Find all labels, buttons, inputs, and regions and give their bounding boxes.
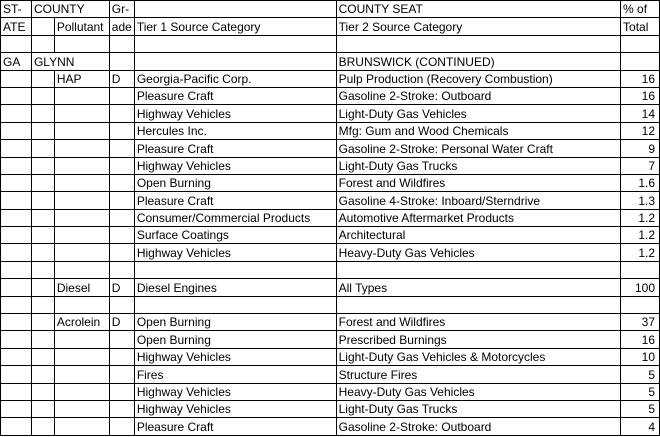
header-state: ST-	[1, 1, 32, 18]
county-cell	[31, 331, 54, 348]
pct-cell: 16	[621, 70, 660, 87]
tier2-cell: Light-Duty Gas Trucks	[336, 400, 620, 417]
county-cell	[31, 348, 54, 365]
county-cell	[31, 70, 54, 87]
tier2-cell: Gasoline 4-Stroke: Inboard/Sterndrive	[336, 192, 620, 209]
grade-cell	[109, 418, 134, 435]
tier1-cell: Diesel Engines	[134, 279, 336, 296]
tier1-cell: Highway Vehicles	[134, 383, 336, 400]
tier1-cell: Hercules Inc.	[134, 122, 336, 139]
tier1-cell: Pleasure Craft	[134, 418, 336, 435]
tier1-cell: Fires	[134, 366, 336, 383]
pct-cell: 5	[621, 366, 660, 383]
table-row	[1, 244, 660, 261]
header-total: Total	[621, 18, 660, 35]
empty-cell	[621, 261, 660, 278]
pollutant-cell	[54, 348, 109, 365]
empty-cell	[134, 53, 336, 70]
county-cell	[31, 227, 54, 244]
county-cell	[31, 87, 54, 104]
empty-cell	[621, 35, 660, 52]
grade-cell: D	[109, 279, 134, 296]
grade-cell	[109, 122, 134, 139]
state-cell	[1, 209, 32, 226]
state-cell	[1, 174, 32, 191]
state-cell	[1, 331, 32, 348]
pct-cell: 1.2	[621, 227, 660, 244]
empty-cell	[1, 35, 32, 52]
grade-cell	[109, 192, 134, 209]
empty-cell	[336, 261, 620, 278]
grade-cell: D	[109, 314, 134, 331]
grade-cell	[109, 209, 134, 226]
county-cell	[31, 157, 54, 174]
state-cell	[1, 227, 32, 244]
state-cell	[1, 383, 32, 400]
pollutant-cell	[54, 105, 109, 122]
tier1-cell: Highway Vehicles	[134, 157, 336, 174]
tier1-cell: Highway Vehicles	[134, 105, 336, 122]
table-row	[1, 70, 660, 87]
tier1-cell: Georgia-Pacific Corp.	[134, 70, 336, 87]
grade-cell	[109, 331, 134, 348]
tier2-cell: Gasoline 2-Stroke: Outboard	[336, 87, 620, 104]
pct-cell: 14	[621, 105, 660, 122]
empty-cell	[109, 35, 134, 52]
county-cell	[31, 174, 54, 191]
pollutant-cell	[54, 209, 109, 226]
tier1-cell: Pleasure Craft	[134, 140, 336, 157]
pct-cell: 1.2	[621, 244, 660, 261]
county-cell	[31, 105, 54, 122]
pollutant-cell	[54, 244, 109, 261]
empty-cell	[31, 35, 54, 52]
grade-cell	[109, 174, 134, 191]
pct-cell: 16	[621, 331, 660, 348]
spacer-row	[1, 296, 660, 313]
empty-cell	[336, 35, 620, 52]
header-pct: % of	[621, 1, 660, 18]
state-cell	[1, 279, 32, 296]
state-cell	[1, 157, 32, 174]
grade-cell	[109, 366, 134, 383]
county-cell	[31, 279, 54, 296]
header-tier2: Tier 2 Source Category	[336, 18, 620, 35]
table-row	[1, 348, 660, 365]
county-cell	[31, 244, 54, 261]
table-row	[1, 209, 660, 226]
pct-cell: 1.6	[621, 174, 660, 191]
tier1-cell: Surface Coatings	[134, 227, 336, 244]
tier2-cell: Mfg: Gum and Wood Chemicals	[336, 122, 620, 139]
pct-cell: 9	[621, 140, 660, 157]
tier2-cell: Architectural	[336, 227, 620, 244]
state-cell	[1, 244, 32, 261]
header-grade-2: ade	[109, 18, 134, 35]
pct-cell: 4	[621, 418, 660, 435]
pollutant-cell	[54, 418, 109, 435]
table-row	[1, 383, 660, 400]
header-county: COUNTY	[31, 1, 109, 18]
pct-cell: 5	[621, 400, 660, 417]
empty-cell	[54, 296, 109, 313]
header-row-1	[1, 1, 660, 18]
pct-cell: 1.2	[621, 209, 660, 226]
tier2-cell: Forest and Wildfires	[336, 314, 620, 331]
pct-cell: 12	[621, 122, 660, 139]
state-cell	[1, 348, 32, 365]
tier2-cell: Gasoline 2-Stroke: Personal Water Craft	[336, 140, 620, 157]
grade-cell	[109, 87, 134, 104]
county-cell	[31, 383, 54, 400]
county-cell	[31, 140, 54, 157]
tier1-cell: Consumer/Commercial Products	[134, 209, 336, 226]
county-cell	[31, 122, 54, 139]
grade-cell	[109, 400, 134, 417]
grade-cell	[109, 105, 134, 122]
table-row	[1, 366, 660, 383]
grade-cell	[109, 383, 134, 400]
state-cell	[1, 192, 32, 209]
header-county-2	[31, 18, 54, 35]
tier1-cell: Highway Vehicles	[134, 400, 336, 417]
empty-cell	[134, 35, 336, 52]
pct-cell: 5	[621, 383, 660, 400]
empty-cell	[109, 296, 134, 313]
pollutant-cell	[54, 192, 109, 209]
table-row	[1, 418, 660, 435]
empty-cell	[109, 53, 134, 70]
table-row	[1, 331, 660, 348]
empty-cell	[1, 261, 32, 278]
pollutant-cell	[54, 87, 109, 104]
pct-cell: 16	[621, 87, 660, 104]
grade-cell	[109, 227, 134, 244]
grade-cell: D	[109, 70, 134, 87]
state-cell	[1, 87, 32, 104]
table-row	[1, 87, 660, 104]
pollutant-cell	[54, 122, 109, 139]
pollutant-cell: Diesel	[54, 279, 109, 296]
pollutant-cell	[54, 157, 109, 174]
empty-cell	[1, 296, 32, 313]
table-row	[1, 227, 660, 244]
header-county-seat: COUNTY SEAT	[336, 1, 620, 18]
tier2-cell: Gasoline 2-Stroke: Outboard	[336, 418, 620, 435]
pct-cell: 7	[621, 157, 660, 174]
table-row	[1, 122, 660, 139]
pct-cell: 37	[621, 314, 660, 331]
tier1-cell: Pleasure Craft	[134, 87, 336, 104]
state-cell	[1, 400, 32, 417]
header-tier1: Tier 1 Source Category	[134, 18, 336, 35]
table-row	[1, 192, 660, 209]
tier1-cell: Highway Vehicles	[134, 348, 336, 365]
county-cell	[31, 366, 54, 383]
county-cell	[31, 418, 54, 435]
tier2-cell: Heavy-Duty Gas Vehicles	[336, 383, 620, 400]
state-cell	[1, 366, 32, 383]
state-cell	[1, 314, 32, 331]
county-cell	[31, 400, 54, 417]
table-body	[1, 1, 660, 436]
header-state-2: ATE	[1, 18, 32, 35]
table-row	[1, 279, 660, 296]
pollutant-cell	[54, 366, 109, 383]
table-row	[1, 140, 660, 157]
empty-cell	[31, 296, 54, 313]
empty-cell	[336, 296, 620, 313]
table-row	[1, 400, 660, 417]
table-row	[1, 314, 660, 331]
spacer-row	[1, 35, 660, 52]
county-seat-cell: BRUNSWICK (CONTINUED)	[336, 53, 620, 70]
county-cell	[31, 192, 54, 209]
tier2-cell: Forest and Wildfires	[336, 174, 620, 191]
tier2-cell: Structure Fires	[336, 366, 620, 383]
tier1-cell: Open Burning	[134, 174, 336, 191]
pollutant-cell	[54, 140, 109, 157]
pct-cell: 10	[621, 348, 660, 365]
empty-cell	[109, 261, 134, 278]
spacer-row	[1, 261, 660, 278]
header-blank	[134, 1, 336, 18]
county-cell: GLYNN	[31, 53, 109, 70]
state-cell	[1, 105, 32, 122]
tier2-cell: Pulp Production (Recovery Combustion)	[336, 70, 620, 87]
grade-cell	[109, 157, 134, 174]
tier2-cell: Light-Duty Gas Trucks	[336, 157, 620, 174]
county-cell	[31, 209, 54, 226]
state-cell	[1, 122, 32, 139]
tier2-cell: Light-Duty Gas Vehicles	[336, 105, 620, 122]
county-cell	[31, 314, 54, 331]
state-cell: GA	[1, 53, 32, 70]
pollutant-cell	[54, 331, 109, 348]
pct-cell: 1.3	[621, 192, 660, 209]
tier2-cell: Prescribed Burnings	[336, 331, 620, 348]
empty-cell	[621, 53, 660, 70]
header-row-2	[1, 18, 660, 35]
header-pollutant: Pollutant	[54, 18, 109, 35]
state-cell	[1, 70, 32, 87]
grade-cell	[109, 244, 134, 261]
empty-cell	[31, 261, 54, 278]
tier1-cell: Open Burning	[134, 314, 336, 331]
tier1-cell: Pleasure Craft	[134, 192, 336, 209]
tier2-cell: Heavy-Duty Gas Vehicles	[336, 244, 620, 261]
table-row	[1, 174, 660, 191]
pollutant-cell	[54, 174, 109, 191]
empty-cell	[54, 261, 109, 278]
tier2-cell: Automotive Aftermarket Products	[336, 209, 620, 226]
pollutant-cell	[54, 400, 109, 417]
empty-cell	[134, 261, 336, 278]
header-grade: Gr-	[109, 1, 134, 18]
county-row	[1, 53, 660, 70]
pct-cell: 100	[621, 279, 660, 296]
table-row	[1, 157, 660, 174]
tier2-cell: Light-Duty Gas Vehicles & Motorcycles	[336, 348, 620, 365]
state-cell	[1, 140, 32, 157]
table-row	[1, 105, 660, 122]
pollutant-cell	[54, 383, 109, 400]
grade-cell	[109, 348, 134, 365]
tier1-cell: Highway Vehicles	[134, 244, 336, 261]
empty-cell	[134, 296, 336, 313]
empty-cell	[621, 296, 660, 313]
pollutant-cell: HAP	[54, 70, 109, 87]
pollutant-cell: Acrolein	[54, 314, 109, 331]
tier2-cell: All Types	[336, 279, 620, 296]
pollutant-cell	[54, 227, 109, 244]
state-cell	[1, 418, 32, 435]
grade-cell	[109, 140, 134, 157]
tier1-cell: Open Burning	[134, 331, 336, 348]
empty-cell	[54, 35, 109, 52]
